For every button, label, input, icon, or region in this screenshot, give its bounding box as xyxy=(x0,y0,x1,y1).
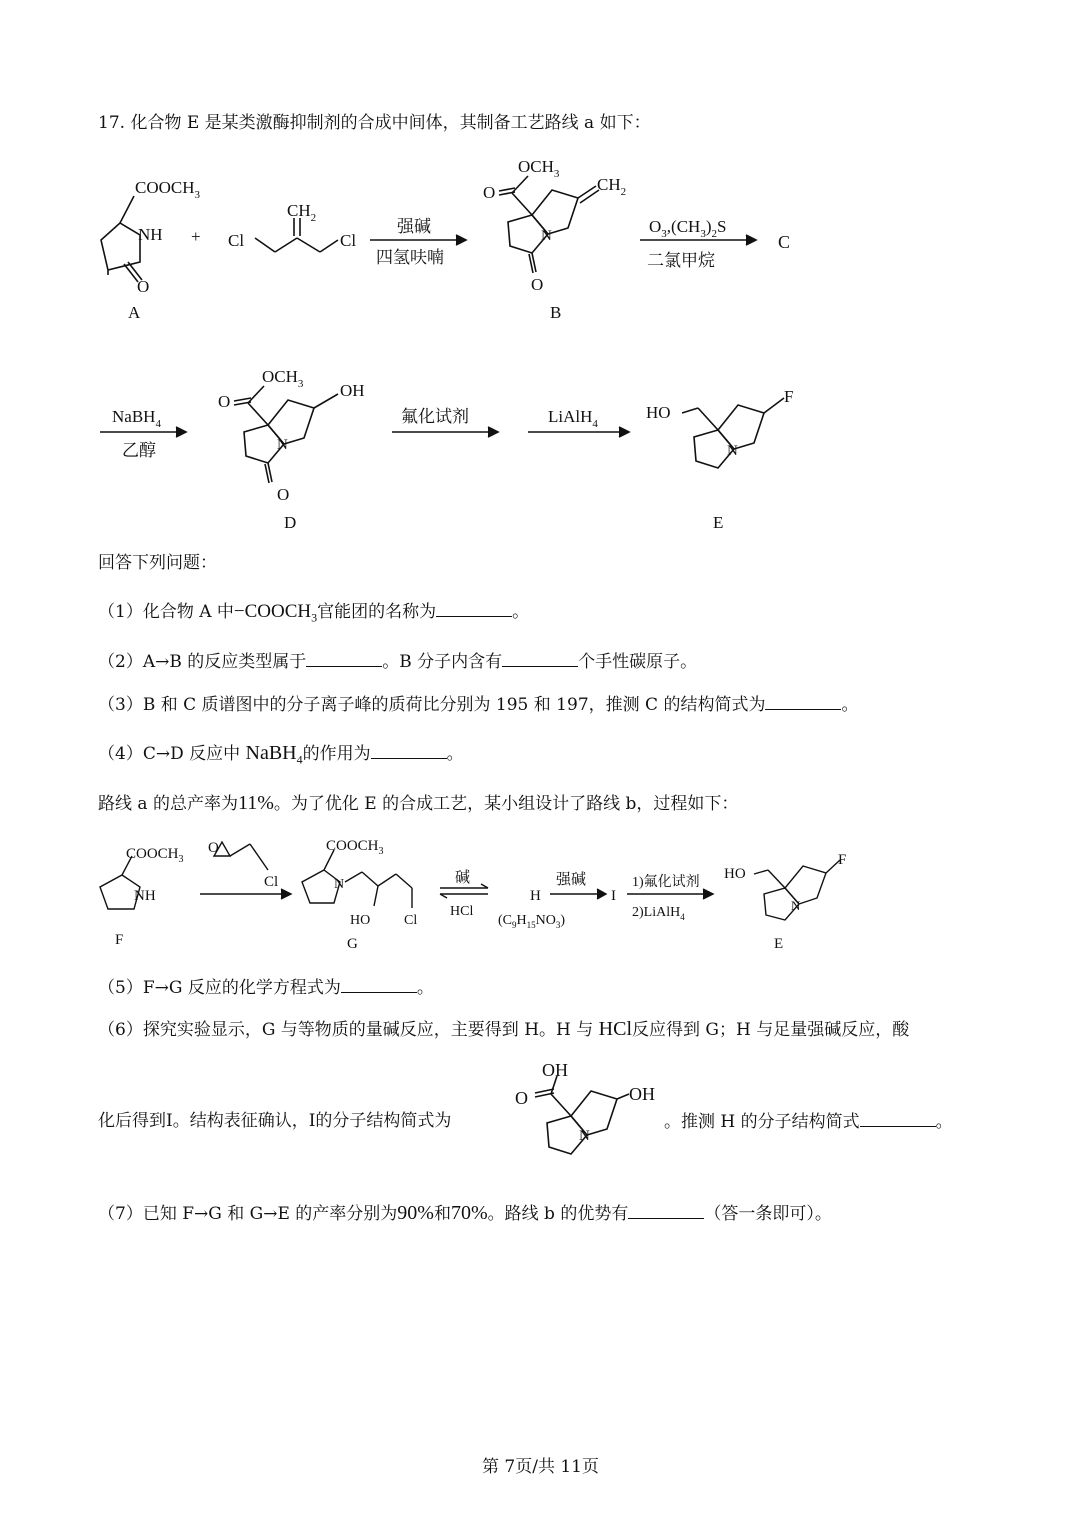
atom-o: O xyxy=(483,183,496,202)
atom-f: F xyxy=(838,852,847,868)
atom-f: F xyxy=(784,387,794,406)
reagent-ethanol: 乙醇 xyxy=(122,441,156,460)
atom-o: O xyxy=(277,485,290,504)
atom-oh: OH xyxy=(629,1084,655,1104)
atom-oh: OH xyxy=(542,1060,568,1080)
answer-blank[interactable] xyxy=(306,650,382,667)
reagent-step2: 2)LiAlH$_4$ xyxy=(632,905,685,922)
route-b-intro: 路线 a 的总产率为11%。为了优化 E 的合成工艺，某小组设计了路线 b，过程如下： xyxy=(98,792,739,814)
answer-blank[interactable] xyxy=(341,976,417,993)
atom-o: O xyxy=(531,275,544,294)
atom-n: N xyxy=(727,443,738,459)
answer-blank[interactable] xyxy=(502,650,578,667)
question-5: （5）F→G 反应的化学方程式为 。 xyxy=(98,978,434,998)
label-c: C xyxy=(778,232,791,252)
atom-o: O xyxy=(208,840,219,856)
reagent-dcm: 二氯甲烷 xyxy=(647,251,715,270)
label-a: A xyxy=(128,303,141,322)
reagent-strong-base: 强碱 xyxy=(397,217,431,236)
atom-oh: OH xyxy=(340,381,365,400)
atom-cl: Cl xyxy=(340,231,357,250)
atom-o: O xyxy=(218,392,231,411)
label-i: I xyxy=(611,888,616,904)
answer-blank[interactable] xyxy=(860,1110,936,1127)
atom-n: N xyxy=(541,228,552,244)
label-e: E xyxy=(713,513,724,532)
label-e: E xyxy=(774,936,784,952)
label-b: B xyxy=(550,303,562,322)
atom-n: N xyxy=(579,1128,590,1144)
label-d: D xyxy=(284,513,297,532)
answer-prompt: 回答下列问题： xyxy=(98,553,217,573)
atom-nh: NH xyxy=(134,888,156,904)
question-4: （4）C→D 反应中 NaBH$_4$的作用为 。 xyxy=(98,742,464,767)
atom-n: N xyxy=(334,877,345,892)
reagent-step1: 1)氟化试剂 xyxy=(632,875,700,890)
answer-blank[interactable] xyxy=(765,693,841,710)
atom-cl: Cl xyxy=(264,874,279,890)
atom-cooch3: $COOCH_3$ xyxy=(326,838,384,857)
answer-blank[interactable] xyxy=(371,742,447,759)
reagent-nabh4: NaBH$_4$ xyxy=(112,407,161,430)
scheme-a-row2 xyxy=(0,350,1080,550)
label-h: H xyxy=(530,888,541,904)
reagent-base: 碱 xyxy=(455,870,471,886)
reagent-fluorination: 氟化试剂 xyxy=(401,407,469,426)
question-7: （7）已知 F→G 和 G→E 的产率分别为90%和70%。路线 b 的优势有 （答一条即可）。 xyxy=(98,1202,832,1224)
question-6-line2-right: 。推测 H 的分子结构简式 。 xyxy=(664,1112,953,1132)
atom-ho: HO xyxy=(646,403,671,422)
structure-i xyxy=(495,1058,675,1178)
atom-och3: $OCH_3$ xyxy=(262,367,304,390)
reagent-thf: 四氢呋喃 xyxy=(376,248,444,267)
atom-cl: Cl xyxy=(404,913,418,928)
atom-ho: HO xyxy=(350,913,371,928)
question-intro: 17. 化合物 E 是某类激酶抑制剂的合成中间体，其制备工艺路线 a 如下： xyxy=(98,113,651,133)
question-2: （2）A→B 的反应类型属于 。B 分子内含有 个手性碳原子。 xyxy=(98,652,698,672)
label-f: F xyxy=(115,932,124,948)
scheme-b xyxy=(0,830,1080,960)
atom-cl: Cl xyxy=(228,231,245,250)
page-footer: 第 7页/共 11页 xyxy=(482,1457,599,1477)
reagent-lialh4: LiAlH$_4$ xyxy=(548,407,598,430)
atom-n: N xyxy=(277,437,288,453)
atom-cooch3: $COOCH_3$ xyxy=(135,178,201,201)
atom-o: O xyxy=(137,277,150,296)
plus-sign: + xyxy=(191,227,201,246)
label-g: G xyxy=(347,936,358,952)
atom-och3: $OCH_3$ xyxy=(518,157,560,180)
atom-cooch3: $COOCH_3$ xyxy=(126,846,184,865)
atom-n: N xyxy=(791,898,801,913)
answer-blank[interactable] xyxy=(436,600,512,617)
reagent-strong-base: 强碱 xyxy=(556,872,587,888)
atom-ch2: $CH_2$ xyxy=(287,201,317,224)
atom-ch2: $CH_2$ xyxy=(597,175,627,198)
reagent-ozone: $O_3,(CH_3)_2S$ xyxy=(649,217,727,240)
question-3: （3）B 和 C 质谱图中的分子离子峰的质荷比分别为 195 和 197，推测 C 的结构简式为 。 xyxy=(98,695,859,715)
answer-blank[interactable] xyxy=(628,1202,704,1219)
reagent-hcl: HCl xyxy=(450,904,474,919)
atom-o: O xyxy=(515,1088,528,1108)
question-6-line1: （6）探究实验显示，G 与等物质的量碱反应，主要得到 H。H 与 HCl反应得到 G；H 与足量强碱反应，酸 xyxy=(98,1018,910,1040)
question-1: （1）化合物 A 中$-COOCH_3$官能团的名称为 。 xyxy=(98,601,530,625)
atom-nh: NH xyxy=(138,225,163,244)
h-formula: $(C_9H_{15}NO_3)$ xyxy=(498,913,566,930)
scheme-a-row1 xyxy=(0,0,1080,340)
atom-ho: HO xyxy=(724,866,746,882)
question-6-line2-left: 化后得到I。结构表征确认，I的分子结构简式为 xyxy=(98,1111,452,1131)
